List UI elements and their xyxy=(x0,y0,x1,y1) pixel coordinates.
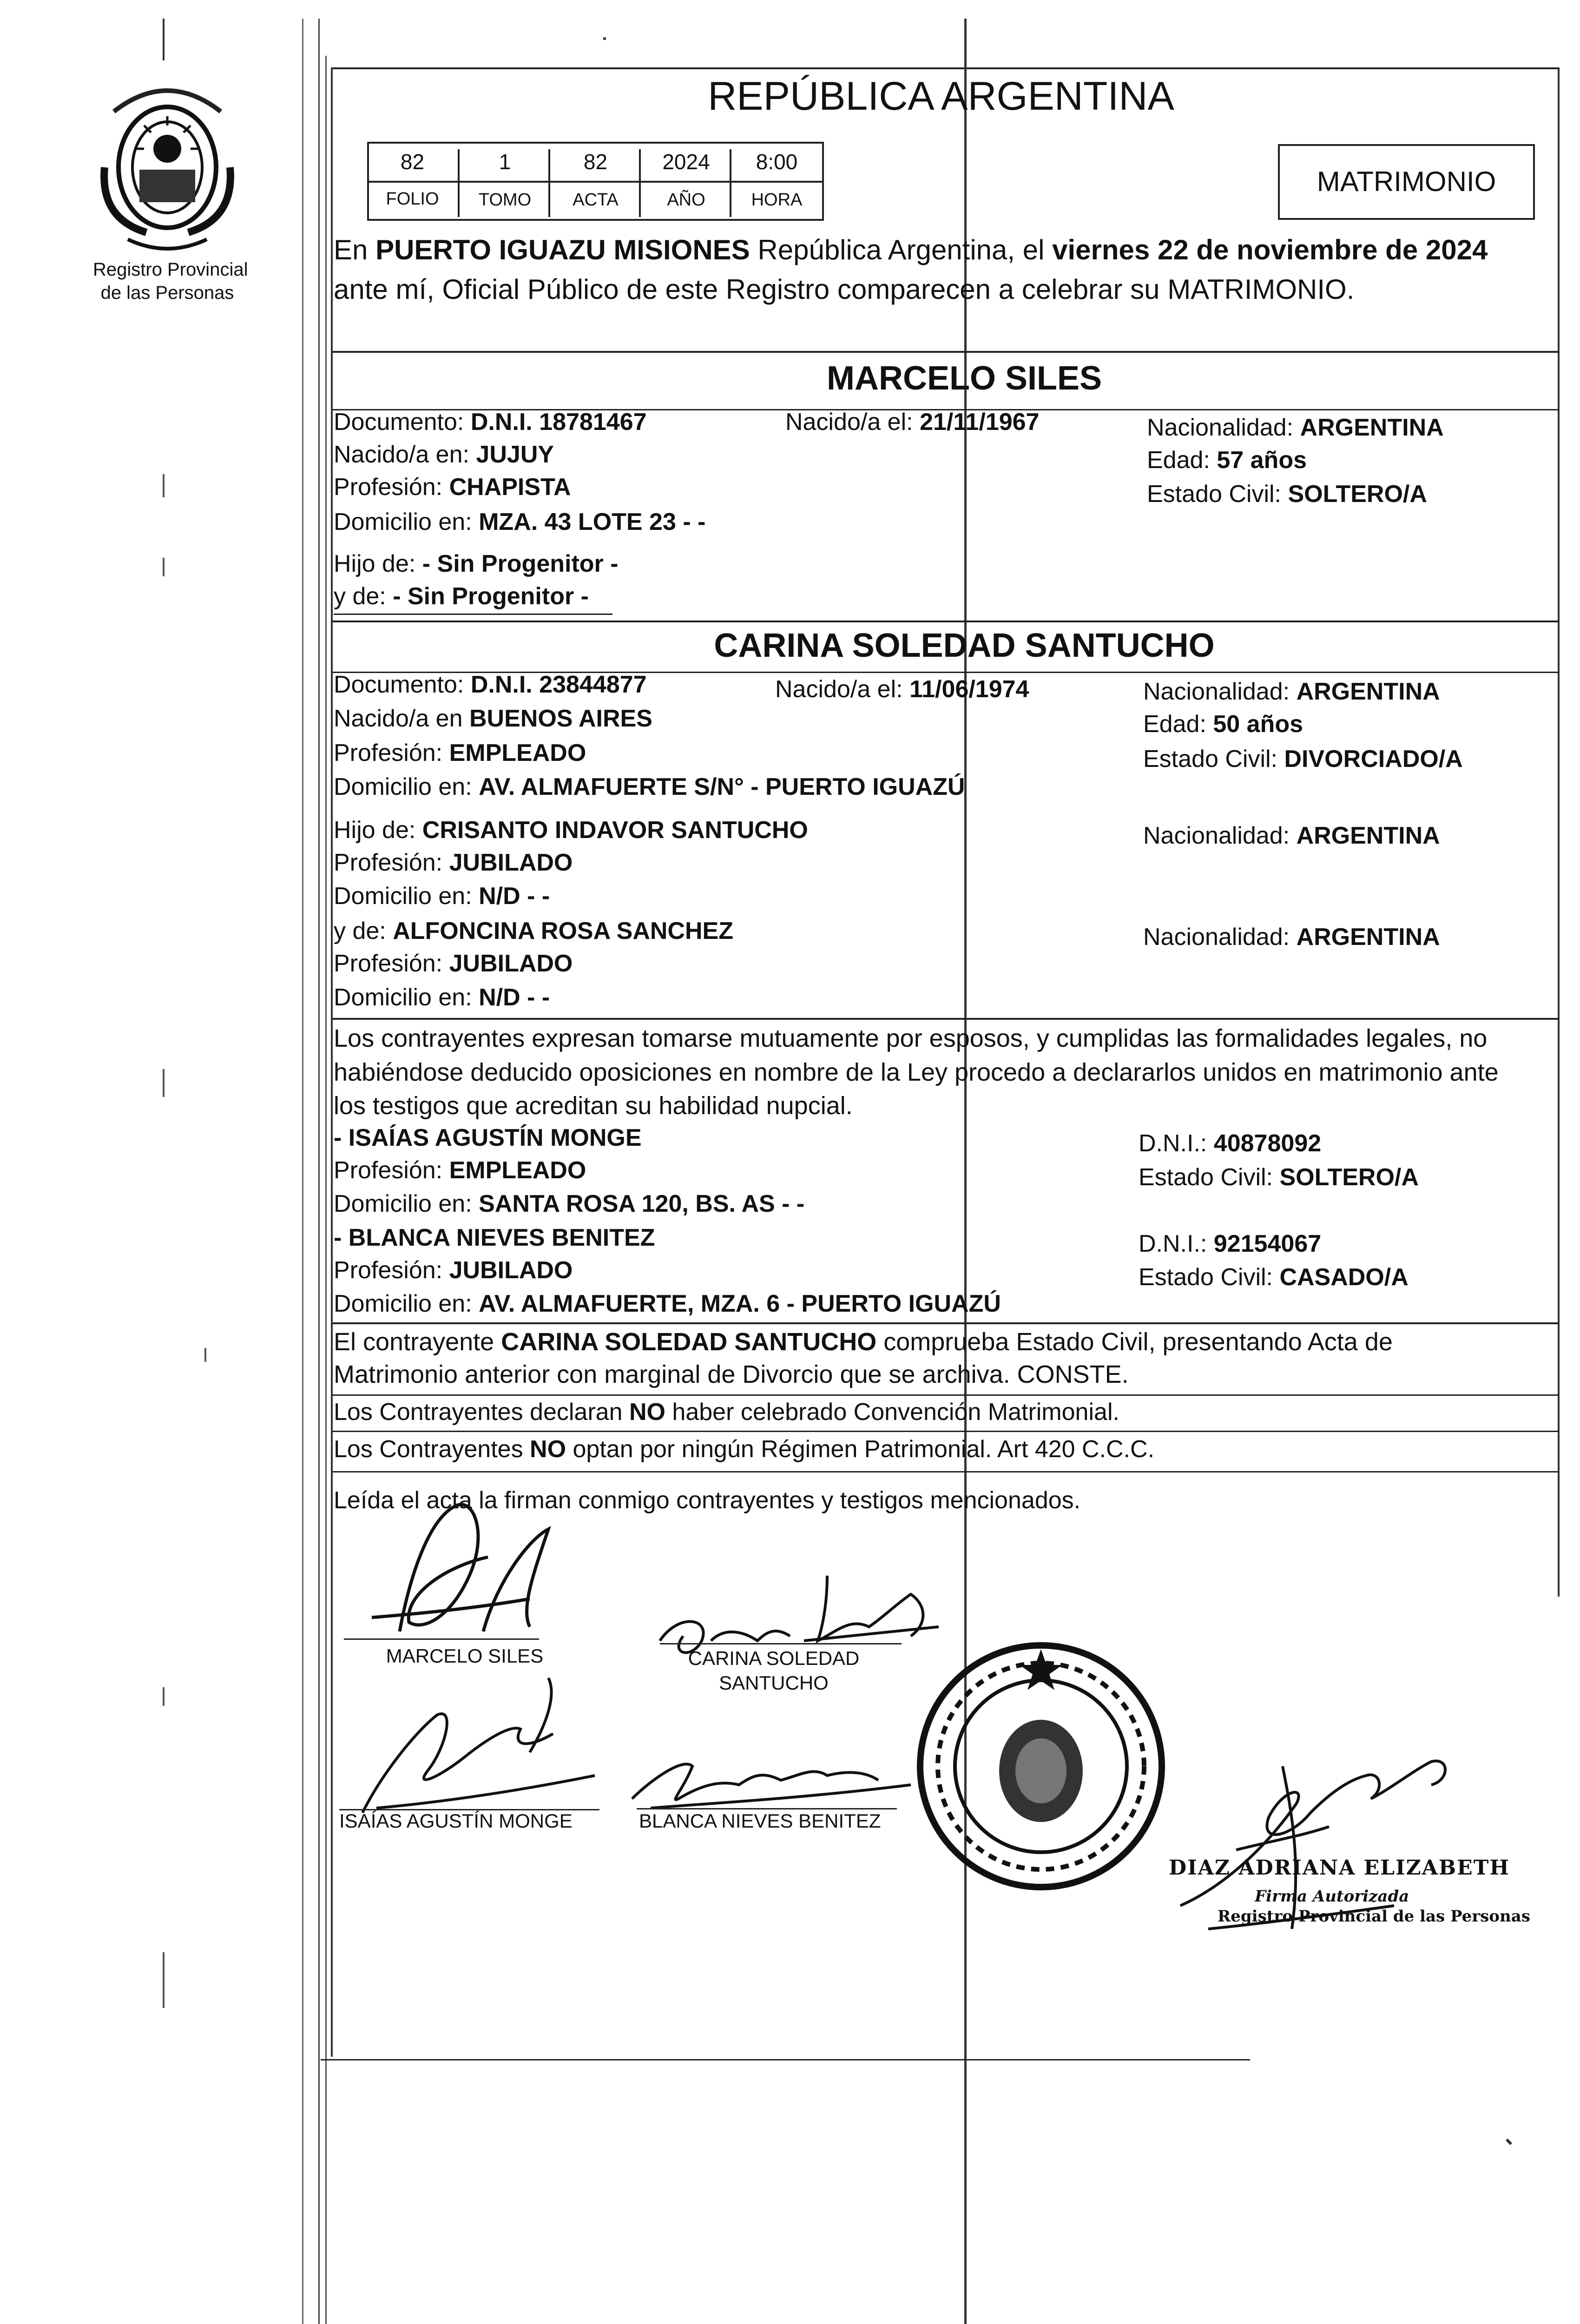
tomo-label: TOMO xyxy=(458,183,550,217)
anio-label: AÑO xyxy=(639,183,731,217)
page-title: REPÚBLICA ARGENTINA xyxy=(708,74,1174,119)
registry-name-line2: de las Personas xyxy=(100,283,234,303)
groom-parent2: y de: - Sin Progenitor - xyxy=(334,583,589,610)
bride-address: Domicilio en: AV. ALMAFUERTE S/N° - PUERTO IGUAZÚ xyxy=(334,773,965,800)
hora-label: HORA xyxy=(730,183,822,217)
bride-name: CARINA SOLEDAD SANTUCHO xyxy=(714,627,1215,664)
witness1-profession: Profesión: EMPLEADO xyxy=(334,1157,586,1184)
frame-bottom-line xyxy=(321,2059,1250,2060)
margin-tick xyxy=(163,1069,165,1097)
official-role: Firma Autorizada xyxy=(1255,1887,1409,1906)
section-divider xyxy=(332,1394,1559,1396)
witness1-civil-status: Estado Civil: SOLTERO/A xyxy=(1139,1164,1419,1191)
bride-father-profession: Profesión: JUBILADO xyxy=(334,849,573,876)
groom-born: Nacido/a el: 21/11/1967 xyxy=(785,409,1040,436)
section-divider xyxy=(332,621,1559,622)
margin-rule xyxy=(325,56,327,2324)
bride-signature-label-line1: CARINA SOLEDAD xyxy=(688,1647,860,1669)
folio-value: 82 xyxy=(400,150,425,174)
bride-signature-label-line2: SANTUCHO xyxy=(719,1672,829,1694)
underline xyxy=(334,614,612,615)
official-office: Registro Provincial de las Personas xyxy=(1218,1907,1530,1926)
divorce-note-line2: Matrimonio anterior con marginal de Divorcio que se archiva. CONSTE. xyxy=(334,1360,1129,1388)
section-divider xyxy=(332,1322,1559,1324)
witness1-dni: D.N.I.: 40878092 xyxy=(1139,1130,1322,1157)
section-divider xyxy=(332,1018,1559,1020)
page-mark xyxy=(1506,2139,1512,2145)
divorce-note-line1: El contrayente CARINA SOLEDAD SANTUCHO comprueba Estado Civil, presentando Acta de xyxy=(334,1328,1393,1356)
margin-tick xyxy=(163,1952,165,2008)
section-divider xyxy=(332,351,1559,353)
registry-name-line1: Registro Provincial xyxy=(93,259,248,280)
bride-profession: Profesión: EMPLEADO xyxy=(334,739,586,766)
bride-mother-nationality: Nacionalidad: ARGENTINA xyxy=(1143,924,1440,951)
margin-tick xyxy=(163,1687,165,1706)
acta-label: ACTA xyxy=(548,183,641,217)
witness2-address: Domicilio en: AV. ALMAFUERTE, MZA. 6 - PUERTO IGUAZÚ xyxy=(334,1290,1001,1317)
folio-label: FOLIO xyxy=(386,189,439,209)
signature-line xyxy=(637,1808,897,1809)
witness2-signature-label: BLANCA NIEVES BENITEZ xyxy=(639,1810,881,1832)
groom-document: Documento: D.N.I. 18781467 xyxy=(334,409,647,436)
bride-mother: y de: ALFONCINA ROSA SANCHEZ xyxy=(334,918,733,944)
witness1-signature xyxy=(335,1655,623,1822)
signature-line xyxy=(660,1643,902,1644)
bride-father: Hijo de: CRISANTO INDAVOR SANTUCHO xyxy=(334,817,808,844)
groom-birthplace: Nacido/a en: JUJUY xyxy=(334,441,554,468)
bride-mother-address: Domicilio en: N/D - - xyxy=(334,984,550,1011)
registry-logo xyxy=(95,79,239,256)
witness2-name: - BLANCA NIEVES BENITEZ xyxy=(334,1224,655,1251)
section-divider xyxy=(332,1471,1559,1472)
witness2-profession: Profesión: JUBILADO xyxy=(334,1257,573,1284)
bride-document: Documento: D.N.I. 23844877 xyxy=(334,671,647,698)
groom-parent1: Hijo de: - Sin Progenitor - xyxy=(334,550,619,577)
page-mark xyxy=(603,37,606,40)
groom-nationality: Nacionalidad: ARGENTINA xyxy=(1147,414,1444,441)
groom-name: MARCELO SILES xyxy=(826,360,1102,397)
margin-rule xyxy=(163,19,165,60)
margin-rule xyxy=(318,19,320,2324)
margin-tick xyxy=(204,1348,206,1362)
declaration-line1: Los contrayentes expresan tomarse mutuamente por esposos, y cumplidas las formalidades legales, no xyxy=(334,1024,1488,1052)
section-divider xyxy=(332,1431,1559,1432)
groom-civil-status: Estado Civil: SOLTERO/A xyxy=(1147,481,1427,508)
bride-birthplace: Nacido/a en BUENOS AIRES xyxy=(334,705,652,732)
groom-address: Domicilio en: MZA. 43 LOTE 23 - - xyxy=(334,508,706,535)
bride-mother-profession: Profesión: JUBILADO xyxy=(334,950,573,977)
margin-rule xyxy=(302,19,303,2324)
margin-tick xyxy=(163,558,165,576)
frame-left xyxy=(331,67,333,2057)
witness1-signature-label: ISAÍAS AGUSTÍN MONGE xyxy=(339,1810,573,1832)
read-line: Leída el acta la firman conmigo contrayentes y testigos mencionados. xyxy=(334,1487,1081,1514)
act-type: MATRIMONIO xyxy=(1317,166,1496,197)
signature-line xyxy=(344,1638,539,1640)
tomo-value: 1 xyxy=(458,149,550,182)
frame-right xyxy=(1558,67,1560,1597)
bride-age: Edad: 50 años xyxy=(1143,711,1303,738)
frame-top xyxy=(332,67,1559,69)
act-type-box xyxy=(1278,144,1535,220)
regime-note: Los Contrayentes NO optan por ningún Régimen Patrimonial. Art 420 C.C.C. xyxy=(334,1436,1155,1463)
bride-father-nationality: Nacionalidad: ARGENTINA xyxy=(1143,822,1440,849)
declaration-line3: los testigos que acreditan su habilidad nupcial. xyxy=(334,1092,853,1120)
intro-line1: En PUERTO IGUAZU MISIONES República Argentina, el viernes 22 de noviembre de 2024 xyxy=(334,234,1488,265)
acta-value: 82 xyxy=(548,149,641,182)
witness2-dni: D.N.I.: 92154067 xyxy=(1139,1230,1322,1257)
official-name: DIAZ ADRIANA ELIZABETH xyxy=(1169,1856,1510,1880)
bride-father-address: Domicilio en: N/D - - xyxy=(334,883,550,910)
intro-line2: ante mí, Oficial Público de este Registro comparecen a celebrar su MATRIMONIO. xyxy=(334,274,1355,305)
witness1-name: - ISAÍAS AGUSTÍN MONGE xyxy=(334,1124,642,1151)
groom-age: Edad: 57 años xyxy=(1147,447,1307,474)
bride-civil-status: Estado Civil: DIVORCIADO/A xyxy=(1143,746,1463,772)
margin-tick xyxy=(163,474,165,497)
groom-signature xyxy=(335,1478,660,1664)
hora-value: 8:00 xyxy=(730,149,822,182)
groom-profession: Profesión: CHAPISTA xyxy=(334,474,571,501)
declaration-line2: habiéndose deducido oposiciones en nombre de la Ley procedo a declararlos unidos en matrimonio ante xyxy=(334,1058,1499,1086)
anio-value: 2024 xyxy=(639,149,731,182)
record-table xyxy=(367,142,824,221)
witness1-address: Domicilio en: SANTA ROSA 120, BS. AS - - xyxy=(334,1190,805,1217)
misiones-seal-icon xyxy=(95,79,239,256)
convention-note: Los Contrayentes declaran NO haber celebrado Convención Matrimonial. xyxy=(334,1399,1119,1426)
groom-signature-label: MARCELO SILES xyxy=(386,1645,544,1667)
bride-nationality: Nacionalidad: ARGENTINA xyxy=(1143,678,1440,705)
bride-born: Nacido/a el: 11/06/1974 xyxy=(775,676,1029,703)
registry-stamp-seal xyxy=(911,1636,1171,1896)
witness2-civil-status: Estado Civil: CASADO/A xyxy=(1139,1264,1409,1291)
